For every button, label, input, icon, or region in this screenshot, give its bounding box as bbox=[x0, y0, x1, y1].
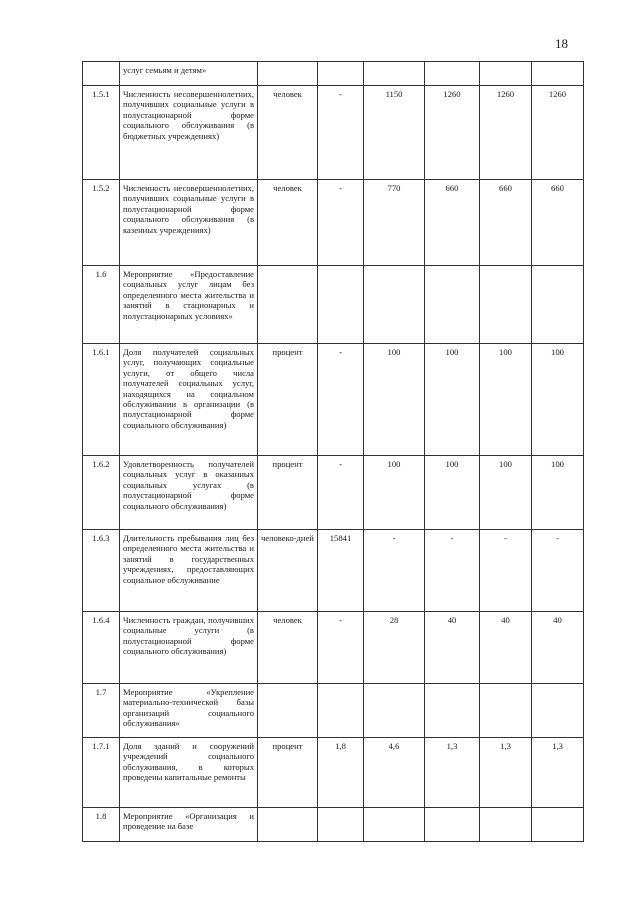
value-cell bbox=[318, 684, 364, 738]
value-cell: 100 bbox=[364, 344, 425, 456]
indicator-name: Численность несовершеннолетних, получивших социальные услуги в полустационарной форме социального обслуживания (в бюджетных учреждениях) bbox=[120, 86, 258, 180]
value-cell: 770 bbox=[364, 180, 425, 266]
value-cell: - bbox=[532, 530, 584, 612]
value-cell: 40 bbox=[480, 612, 532, 684]
value-cell: - bbox=[318, 344, 364, 456]
value-cell bbox=[480, 684, 532, 738]
indicator-name: Численность граждан, получивших социальные услуги (в полустационарной форме социального обслуживания) bbox=[120, 612, 258, 684]
value-cell: 28 bbox=[364, 612, 425, 684]
value-cell bbox=[532, 62, 584, 86]
value-cell: 100 bbox=[425, 344, 480, 456]
indicator-name: Удовлетворенность получателей социальных услуг в оказанных социальных услугах (в полустационарной форме социального обслуживания) bbox=[120, 456, 258, 530]
indicators-table bbox=[82, 61, 584, 842]
value-cell: 1,3 bbox=[480, 738, 532, 808]
table-row bbox=[83, 62, 584, 86]
table-row bbox=[83, 612, 584, 684]
value-cell: 1260 bbox=[425, 86, 480, 180]
unit-of-measure bbox=[258, 684, 318, 738]
value-cell: 100 bbox=[480, 344, 532, 456]
value-cell: - bbox=[318, 86, 364, 180]
table-row bbox=[83, 456, 584, 530]
row-number: 1.5.2 bbox=[83, 180, 120, 266]
value-cell: 4,6 bbox=[364, 738, 425, 808]
indicator-name: Мероприятие «Организация и проведение на базе bbox=[120, 808, 258, 842]
unit-of-measure bbox=[258, 808, 318, 842]
value-cell: 1260 bbox=[532, 86, 584, 180]
value-cell: 660 bbox=[532, 180, 584, 266]
table-row bbox=[83, 86, 584, 180]
value-cell bbox=[480, 62, 532, 86]
value-cell: 100 bbox=[364, 456, 425, 530]
value-cell: - bbox=[318, 456, 364, 530]
value-cell: 1,8 bbox=[318, 738, 364, 808]
value-cell bbox=[425, 266, 480, 344]
unit-of-measure: человеко-дней bbox=[258, 530, 318, 612]
row-number: 1.6.2 bbox=[83, 456, 120, 530]
indicator-name: Доля получателей социальных услуг, получающих социальные услуги, от общего числа получателей социальных услуг, находящихся на социальном обслуживании в организации (в полустационарной форме социального обслуживания) bbox=[120, 344, 258, 456]
value-cell bbox=[532, 684, 584, 738]
value-cell: - bbox=[425, 530, 480, 612]
value-cell bbox=[364, 266, 425, 344]
indicator-name: Численность несовершеннолетних, получивших социальные услуги в полустационарной форме социального обслуживания (в казенных учреждениях) bbox=[120, 180, 258, 266]
value-cell: 1260 bbox=[480, 86, 532, 180]
value-cell bbox=[532, 808, 584, 842]
table-row bbox=[83, 684, 584, 738]
value-cell bbox=[425, 62, 480, 86]
indicator-name: Мероприятие «Предоставление социальных услуг лицам без определенного места жительства и занятий в стационарных и полустационарных условиях» bbox=[120, 266, 258, 344]
value-cell: 100 bbox=[425, 456, 480, 530]
value-cell bbox=[318, 62, 364, 86]
row-number bbox=[83, 62, 120, 86]
value-cell bbox=[364, 684, 425, 738]
table-row bbox=[83, 738, 584, 808]
value-cell: 660 bbox=[480, 180, 532, 266]
indicator-name: Доля зданий и сооружений учреждений социального обслуживания, в которых проведены капитальные ремонты bbox=[120, 738, 258, 808]
row-number: 1.7 bbox=[83, 684, 120, 738]
table-row bbox=[83, 180, 584, 266]
value-cell: 40 bbox=[425, 612, 480, 684]
indicator-name: услуг семьям и детям» bbox=[120, 62, 258, 86]
value-cell: 1150 bbox=[364, 86, 425, 180]
unit-of-measure: процент bbox=[258, 738, 318, 808]
indicator-name: Мероприятие «Укрепление материально-технической базы организаций социального обслуживания» bbox=[120, 684, 258, 738]
page-number: 18 bbox=[555, 36, 568, 51]
unit-of-measure: процент bbox=[258, 456, 318, 530]
value-cell bbox=[425, 808, 480, 842]
value-cell: - bbox=[318, 180, 364, 266]
value-cell bbox=[480, 808, 532, 842]
unit-of-measure: человек bbox=[258, 86, 318, 180]
value-cell: 100 bbox=[532, 456, 584, 530]
value-cell bbox=[532, 266, 584, 344]
table-row bbox=[83, 344, 584, 456]
value-cell: - bbox=[364, 530, 425, 612]
row-number: 1.7.1 bbox=[83, 738, 120, 808]
table-row bbox=[83, 808, 584, 842]
value-cell: 15841 bbox=[318, 530, 364, 612]
row-number: 1.6.4 bbox=[83, 612, 120, 684]
row-number: 1.6 bbox=[83, 266, 120, 344]
row-number: 1.8 bbox=[83, 808, 120, 842]
unit-of-measure bbox=[258, 62, 318, 86]
value-cell bbox=[364, 808, 425, 842]
value-cell: - bbox=[318, 612, 364, 684]
indicator-name: Длительность пребывания лиц без определенного места жительства и занятий в государственных учреждениях, предоставляющих социальное обслуживание bbox=[120, 530, 258, 612]
value-cell: 660 bbox=[425, 180, 480, 266]
value-cell: - bbox=[480, 530, 532, 612]
unit-of-measure bbox=[258, 266, 318, 344]
table-row bbox=[83, 266, 584, 344]
value-cell: 40 bbox=[532, 612, 584, 684]
row-number: 1.6.3 bbox=[83, 530, 120, 612]
value-cell bbox=[425, 684, 480, 738]
value-cell: 100 bbox=[480, 456, 532, 530]
unit-of-measure: человек bbox=[258, 180, 318, 266]
row-number: 1.5.1 bbox=[83, 86, 120, 180]
value-cell: 1,3 bbox=[532, 738, 584, 808]
value-cell: 1,3 bbox=[425, 738, 480, 808]
row-number: 1.6.1 bbox=[83, 344, 120, 456]
unit-of-measure: человек bbox=[258, 612, 318, 684]
value-cell bbox=[318, 266, 364, 344]
value-cell: 100 bbox=[532, 344, 584, 456]
value-cell bbox=[364, 62, 425, 86]
value-cell bbox=[480, 266, 532, 344]
value-cell bbox=[318, 808, 364, 842]
unit-of-measure: процент bbox=[258, 344, 318, 456]
table-row bbox=[83, 530, 584, 612]
